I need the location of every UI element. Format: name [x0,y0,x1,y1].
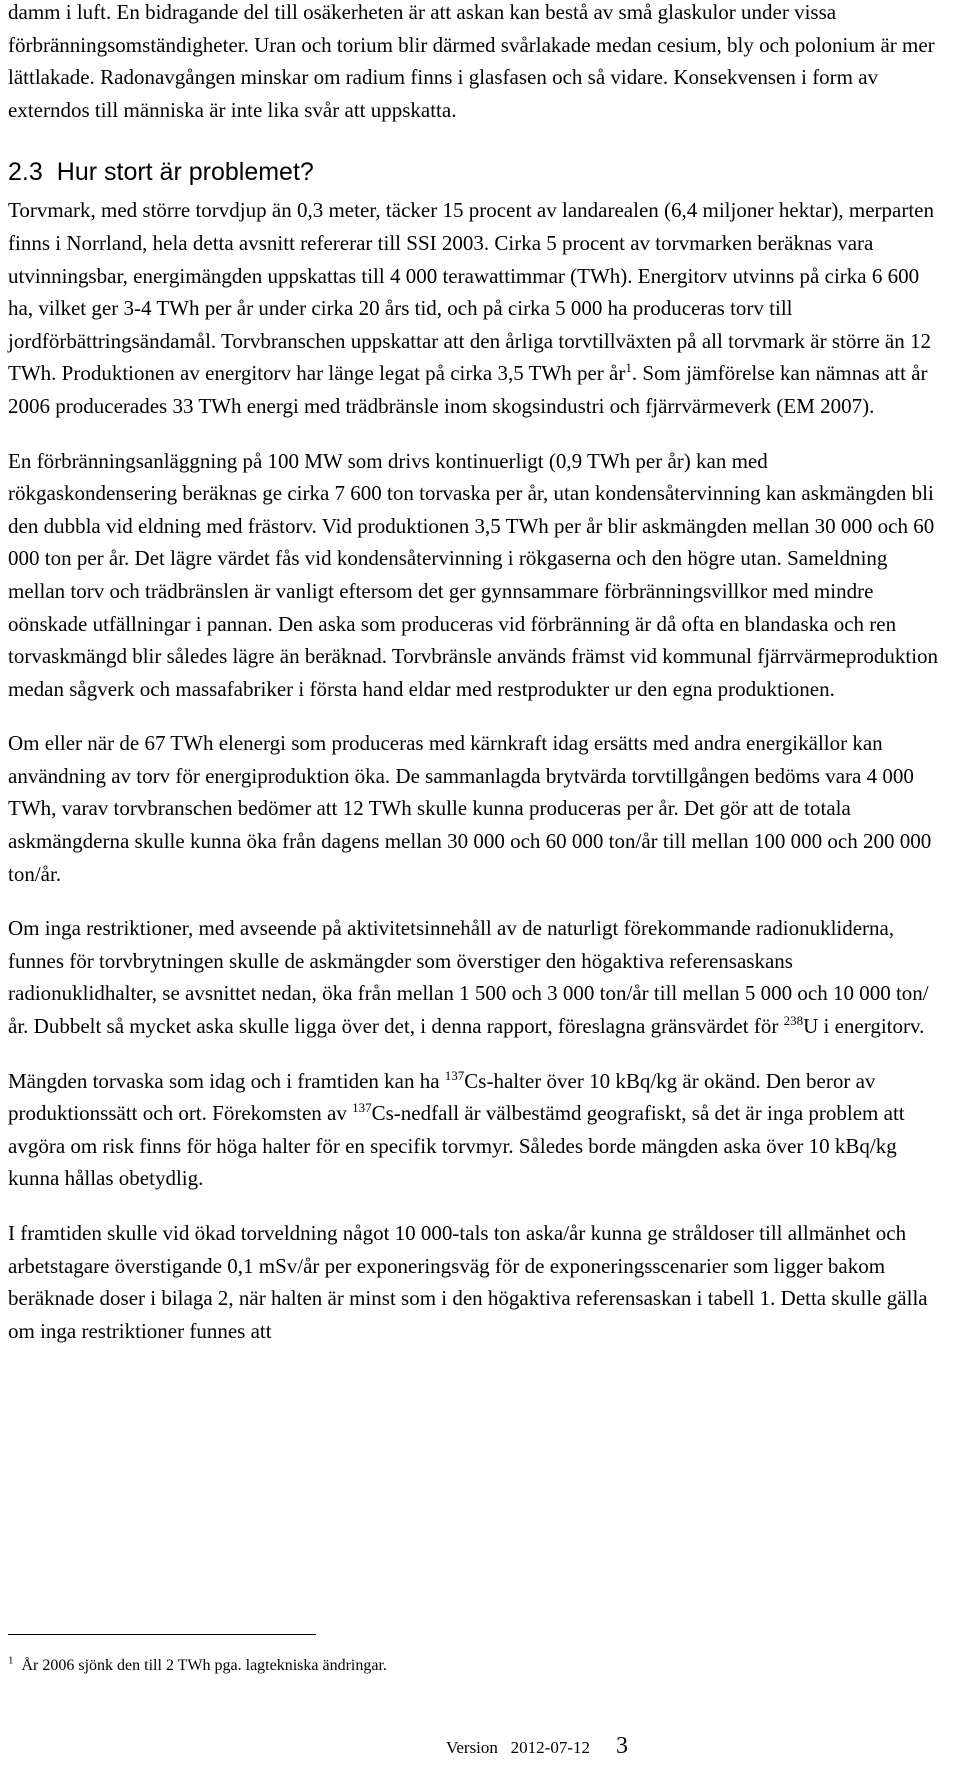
body-paragraph-5 [8,1065,940,1195]
paragraph-1-text-b: . Som jämförelse kan nämnas att år 2006 producerades 33 TWh energi med trädbränsle inom skogsindustri och fjärrvärmeverk (EM 2007). [8,361,928,418]
isotope-mass-number: 137 [352,1100,372,1116]
section-title: Hur stort är problemet? [56,158,314,187]
paragraph-1-text-a: Torvmark, med större torvdjup än 0,3 meter, täcker 15 procent av landarealen (6,4 miljoner hektar), merparten finns i Norrland, hela detta avsnitt refererar till SSI 2003. Cirka 5 procent av torvmarken beräknas vara utvinningsbar, energimängden uppskattas till 4 000 terawattimmar (TWh). Energitorv utvinns på cirka 6 600 ha, vilket ger 3-4 TWh per år under cirka 20 års tid, och på cirka 5 000 ha produceras torv till jordförbättringsändamål. Torvbranschen uppskattar att den årliga torvtillväxten på all torvmark är större än 12 TWh. Produktionen av energitorv har länge legat på cirka 3,5 TWh per år [8,198,934,386]
footnote-text: År 2006 sjönk den till 2 TWh pga. lagtekniska ändringar. [21,1657,387,1674]
body-paragraph-4 [8,912,940,1042]
paragraph-6-text: I framtiden skulle vid ökad torveldning något 10 000-tals ton aska/år kunna ge stråldoser till allmänhet och arbetstagare överstigande 0,1 mSv/år per exponeringsväg för de exponeringsscenarier som ligger bakom beräknade doser i bilaga 2, när halten är minst som i den högaktiva referensaskan i tabell 1. Detta skulle gälla om inga restriktioner funnes att [8,1221,928,1343]
paragraph-5-text-b: Cs-halter över 10 kBq/kg är okänd. Den beror av produktionssätt och ort. Förekomsten av [8,1068,876,1126]
page-body [8,0,940,1369]
isotope-mass-number: 238 [783,1013,804,1029]
intro-paragraph [8,0,940,126]
paragraph-4-text-a: Om inga restriktioner, med avseende på aktivitetsinnehåll av de naturligt förekommande radionukliderna, funnes för torvbrytningen skulle de askmängder som överstiger den högaktiva referensaskans radionuklidhalter, se avsnittet nedan, öka från mellan 1 500 och 3 000 ton/år till mellan 5 000 och 10 000 ton/år. Dubbelt så mycket aska skulle ligga över det, i denna rapport, föreslagna gränsvärdet för [8,916,929,1039]
paragraph-2-text: En förbränningsanläggning på 100 MW som drivs kontinuerligt (0,9 TWh per år) kan med rökgaskondensering beräknas ge cirka 7 600 ton torvaska per år, utan kondensåtervinning kan askmängden bli den dubbla vid eldning med frästorv. Vid produktionen 3,5 TWh per år blir askmängden mellan 30 000 och 60 000 ton per år. Det lägre värdet fås vid kondensåtervinning i rökgaserna och den högre utan. Sameldning mellan torv och trädbränslen är vanligt eftersom det ger gynnsammare förbränningsvillkor med mindre oönskade utfällningar i pannan. Den aska som produceras vid förbränning är då ofta en blandaska och ren torvaskmängd blir således lägre än beräknad. Torvbränsle används främst vid kommunal fjärrvärmeproduktion medan sågverk och massafabriker i första hand eldar med restprodukter ur den egna produktionen. [8,448,939,701]
page-number: 3 [616,1733,628,1759]
isotope-mass-number: 137 [444,1067,465,1083]
section-heading [8,156,940,188]
body-paragraph-6 [8,1217,940,1347]
paragraph-4-text-b: U i energitorv. [803,1014,925,1039]
footnote [8,1654,387,1678]
version-date: 2012-07-12 [510,1738,590,1757]
footnote-reference[interactable]: 1 [625,360,632,376]
intro-paragraph-text: damm i luft. En bidragande del till osäkerheten är att askan kan bestå av små glaskulor under vissa förbränningsomständigheter. Uran och torium blir därmed svårlakade medan cesium, bly och polonium är mer lättlakade. Radonavgången minskar om radium finns i glasfasen och så vidare. Konsekvensen i form av externdos till människa är inte lika svår att uppskatta. [8,0,935,122]
body-paragraph-1 [8,194,940,422]
paragraph-5-text-a: Mängden torvaska som idag och i framtiden kan ha [8,1068,445,1093]
footnote-number: 1 [8,1654,14,1667]
paragraph-3-text: Om eller när de 67 TWh elenergi som produceras med kärnkraft idag ersätts med andra energikällor kan användning av torv för energiproduktion öka. De sammanlagda brytvärda torvtillgången bedöms vara 4 000 TWh, varav torvbranschen bedömer att 12 TWh skulle kunna produceras per år. Det gör att de totala askmängderna skulle kunna öka från dagens mellan 30 000 och 60 000 ton/år till mellan 100 000 och 200 000 ton/år. [8,731,932,886]
version-label: Version [445,1738,498,1757]
paragraph-5-text-c: Cs-nedfall är välbestämd geografiskt, så det är inga problem att avgöra om risk finns för höga halter för en specifik torvmyr. Således borde mängden aska över 10 kBq/kg kunna hållas obetydlig. [8,1101,905,1191]
page-footer [446,1731,628,1763]
section-number: 2.3 [8,158,43,187]
body-paragraph-3 [8,727,940,890]
body-paragraph-2 [8,445,940,706]
footnote-divider [8,1634,316,1635]
